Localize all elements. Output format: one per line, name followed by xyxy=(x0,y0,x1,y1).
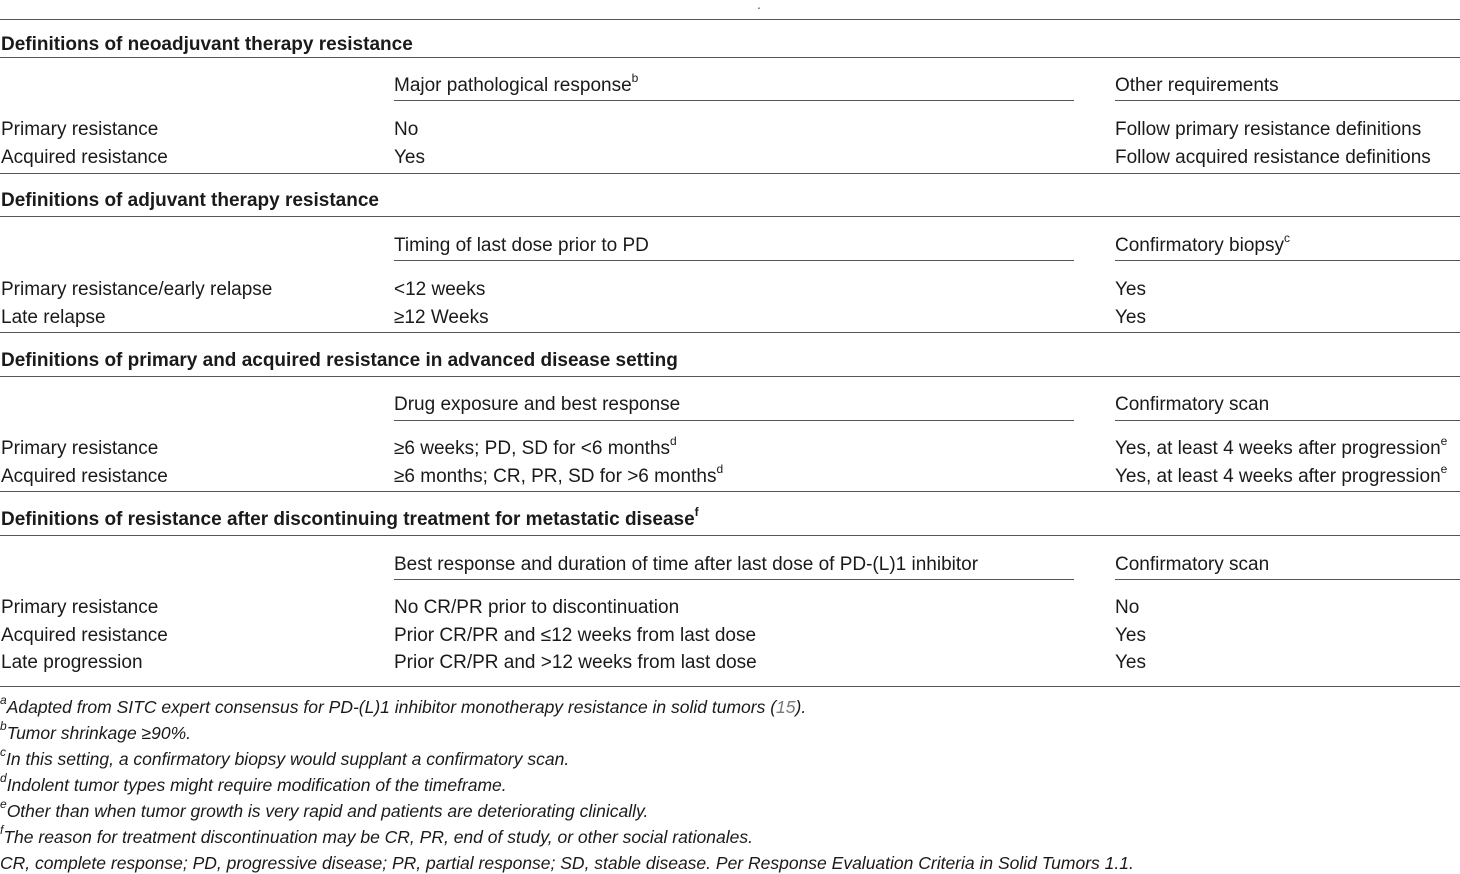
column-header-rule xyxy=(394,260,1074,261)
column-header-rule xyxy=(394,100,1074,101)
row-value: ≥6 weeks; PD, SD for <6 months$^d$ xyxy=(394,433,677,459)
column-header: Confirmatory scan xyxy=(1115,554,1270,575)
row-label: Primary resistance/early relapse xyxy=(1,279,273,300)
column-header: Other requirements xyxy=(1115,75,1279,96)
footnote: $^c$In this setting, a confirmatory biopsy would supplant a confirmatory scan. xyxy=(0,745,570,769)
row-value: Yes xyxy=(394,147,425,168)
row-label: Late relapse xyxy=(1,307,106,328)
row-label: Acquired resistance xyxy=(1,147,168,168)
row-label: Primary resistance xyxy=(1,438,159,459)
column-header-rule xyxy=(1115,579,1460,580)
row-value: No xyxy=(394,119,419,140)
section-rule xyxy=(0,491,1460,492)
row-value: Yes xyxy=(1115,625,1146,646)
row-value: Follow acquired resistance definitions xyxy=(1115,147,1431,168)
row-label: Acquired resistance xyxy=(1,625,168,646)
footnote: $^e$Other than when tumor growth is very rapid and patients are deteriorating clinically. xyxy=(0,797,649,821)
column-header: Drug exposure and best response xyxy=(394,394,681,415)
row-value: ≥12 Weeks xyxy=(394,307,489,328)
row-value: No CR/PR prior to discontinuation xyxy=(394,597,680,618)
section-rule xyxy=(0,57,1460,58)
footnote: $^b$Tumor shrinkage ≥90%. xyxy=(0,719,192,743)
column-header: Major pathological response$^b$ xyxy=(394,70,639,96)
footnote: $^d$Indolent tumor types might require modification of the timeframe. xyxy=(0,771,507,795)
footnote: CR, complete response; PD, progressive disease; PR, partial response; SD, stable disease. Per Response Evaluation Criteria in Solid Tumors 1.1. xyxy=(0,853,1134,873)
section-title: Definitions of adjuvant therapy resistance xyxy=(1,190,379,211)
column-header-rule xyxy=(1115,260,1460,261)
reference-link[interactable]: 15 xyxy=(776,697,796,717)
section-rule xyxy=(0,173,1460,174)
column-header-rule xyxy=(1115,420,1460,421)
row-value: Yes xyxy=(1115,307,1146,328)
column-header: Confirmatory scan xyxy=(1115,394,1270,415)
section-rule xyxy=(0,535,1460,536)
column-header: Timing of last dose prior to PD xyxy=(394,235,649,256)
row-label: Primary resistance xyxy=(1,597,159,618)
row-value: Yes, at least 4 weeks after progression$^e$ xyxy=(1115,433,1448,459)
section-rule xyxy=(0,216,1460,217)
top-mark: . xyxy=(757,0,761,12)
section-title: Definitions of neoadjuvant therapy resistance xyxy=(1,34,413,55)
row-value: Prior CR/PR and >12 weeks from last dose xyxy=(394,652,757,673)
section-rule xyxy=(0,332,1460,333)
row-value: Yes, at least 4 weeks after progression$^e$ xyxy=(1115,461,1448,487)
column-header-rule xyxy=(394,420,1074,421)
table-top-rule xyxy=(0,19,1460,20)
row-value: Yes xyxy=(1115,652,1146,673)
row-value: ≥6 months; CR, PR, SD for >6 months$^d$ xyxy=(394,461,724,487)
row-label: Primary resistance xyxy=(1,119,159,140)
footnote: $^f$The reason for treatment discontinuation may be CR, PR, end of study, or other social rationales. xyxy=(0,823,753,847)
column-header-rule xyxy=(1115,100,1460,101)
section-title: Definitions of primary and acquired resistance in advanced disease setting xyxy=(1,350,678,371)
row-label: Late progression xyxy=(1,652,143,673)
row-label: Acquired resistance xyxy=(1,466,168,487)
row-value: Follow primary resistance definitions xyxy=(1115,119,1422,140)
row-value: No xyxy=(1115,597,1140,618)
row-value: Prior CR/PR and ≤12 weeks from last dose xyxy=(394,625,757,646)
section-title: Definitions of resistance after discontinuing treatment for metastatic disease$^f$ xyxy=(1,504,699,530)
section-rule xyxy=(0,376,1460,377)
column-header: Confirmatory biopsy$^c$ xyxy=(1115,230,1290,256)
footnote: $^a$Adapted from SITC expert consensus for PD-(L)1 inhibitor monotherapy resistance in solid tumors (15). xyxy=(0,693,807,717)
row-value: Yes xyxy=(1115,279,1146,300)
table-bottom-rule xyxy=(0,686,1460,687)
row-value: <12 weeks xyxy=(394,279,486,300)
column-header: Best response and duration of time after last dose of PD-(L)1 inhibitor xyxy=(394,554,979,575)
column-header-rule xyxy=(394,579,1074,580)
